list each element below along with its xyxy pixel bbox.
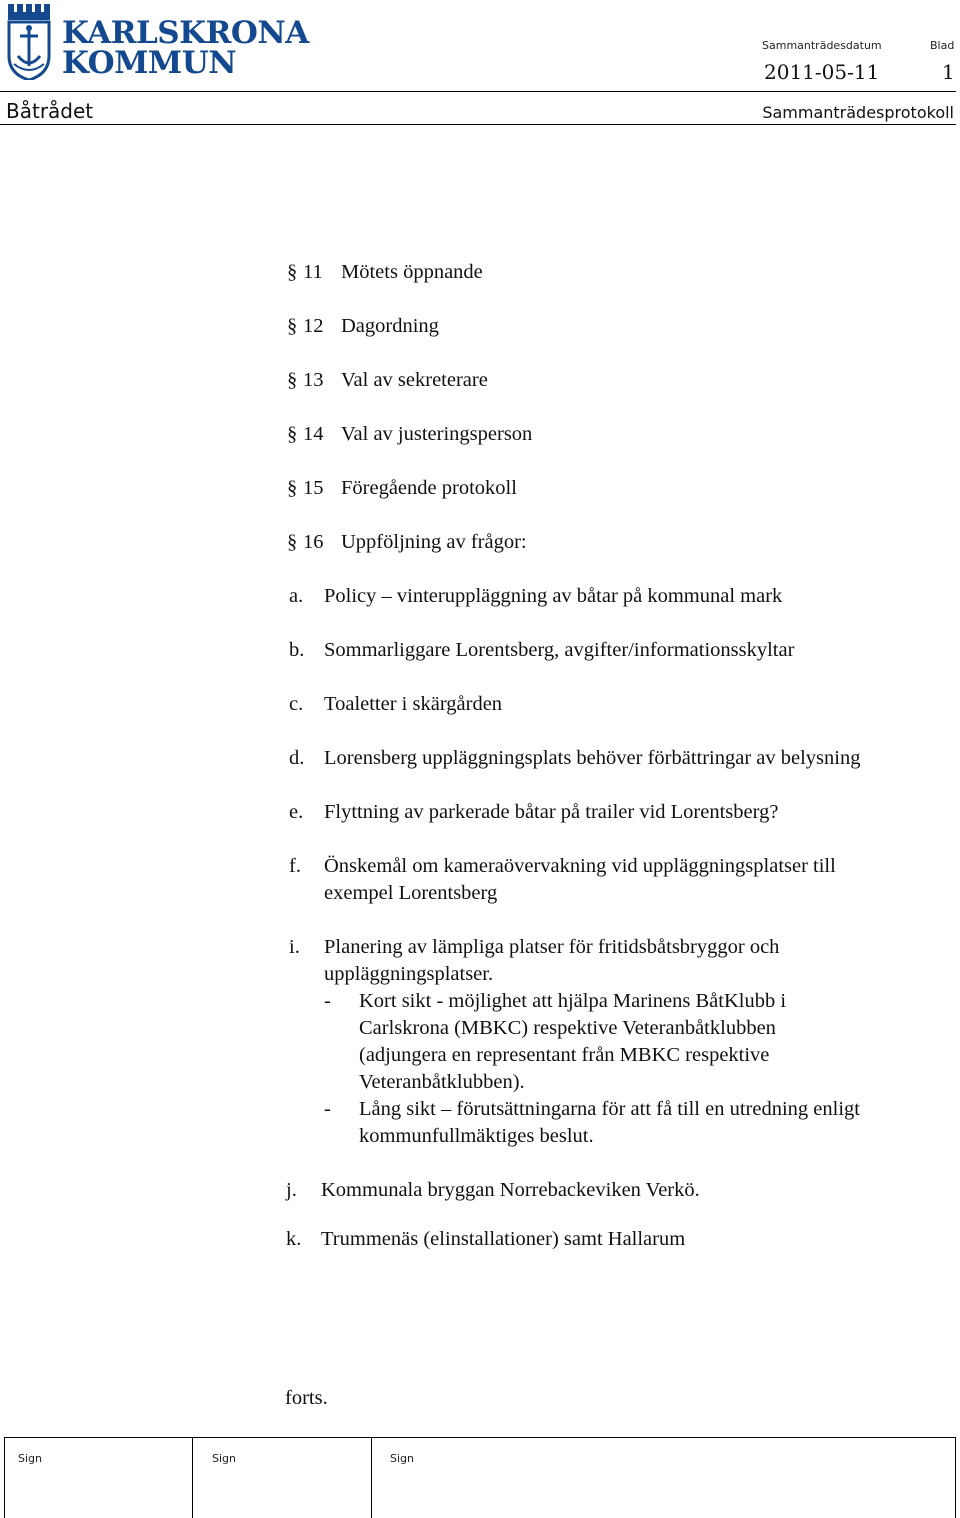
subitem-letter: d. [289,747,305,769]
agenda-section [287,529,527,556]
agenda-section [287,313,439,340]
document-type: Sammanträdesprotokoll [762,103,954,122]
subitem-text: Trummenäs (elinstallationer) samt Hallarum [321,1228,686,1250]
header-divider-bottom [0,124,956,125]
section-symbol: § [287,423,298,445]
dash-marker: - [324,1098,331,1120]
subitem-text: Önskemål om kameraövervakning vid uppläggningsplatser till [324,855,836,877]
subitem-letter: k. [286,1228,302,1250]
subitem-text: exempel Lorentsberg [324,882,498,904]
subitem-text: uppläggningsplatser. [324,963,494,985]
continued-note: forts. [285,1387,328,1409]
dash-marker: - [324,990,331,1012]
subitem-text: Sommarliggare Lorentsberg, avgifter/informationsskyltar [324,639,795,661]
subitem-letter: b. [289,639,305,661]
subitem-letter: c. [289,693,304,715]
signature-box [4,1437,956,1518]
signature-divider [192,1437,193,1518]
section-number: 16 [303,531,324,553]
agenda-section [287,475,517,502]
section-title: Föregående protokoll [341,477,517,499]
section-number: 14 [303,423,324,445]
meeting-date-label: Sammanträdesdatum [762,39,882,52]
section-number: 15 [303,477,324,499]
dash-item-text: Kort sikt - möjlighet att hjälpa Marinens BåtKlubb i [359,990,787,1012]
subitem-text: Kommunala bryggan Norrebackeviken Verkö. [321,1179,700,1201]
agenda-section [287,367,488,394]
dash-item-text: Carlskrona (MBKC) respektive Veteranbåtklubben [359,1017,776,1039]
agenda-section [287,259,483,286]
board-name: Båtrådet [6,99,94,123]
logo-text-kommun: KOMMUN [62,45,237,81]
header-divider-top [0,91,956,92]
section-symbol: § [287,477,298,499]
subitem-text: Lorensberg uppläggningsplats behöver förbättringar av belysning [324,747,861,769]
subitem-text: Policy – vinteruppläggning av båtar på kommunal mark [324,585,783,607]
page-number: 1 [942,60,955,84]
subitem-text: Toaletter i skärgården [324,693,503,715]
subitem-text: Flyttning av parkerade båtar på trailer vid Lorentsberg? [324,801,779,823]
dash-item-text: (adjungera en representant från MBKC respektive [359,1044,770,1066]
section-title: Val av justeringsperson [341,423,533,445]
subitem-letter: e. [289,801,304,823]
section-title: Uppföljning av frågor: [341,531,527,553]
subitem-letter: a. [289,585,304,607]
section-symbol: § [287,261,298,283]
section-title: Val av sekreterare [341,369,488,391]
page-label: Blad [930,39,955,52]
section-number: 11 [303,261,323,283]
coat-of-arms-icon [6,4,52,80]
section-symbol: § [287,369,298,391]
dash-item-text: Lång sikt – förutsättningarna för att få till en utredning enligt [359,1098,860,1120]
signature-divider [371,1437,372,1518]
logo-text-karlskrona: KARLSKRONA [62,15,309,51]
signature-label: Sign [390,1452,414,1465]
section-number: 13 [303,369,324,391]
subitem-text: Planering av lämpliga platser för fritidsbåtsbryggor och [324,936,780,958]
dash-item-text: Veteranbåtklubben). [359,1071,525,1093]
dash-item-text: kommunfullmäktiges beslut. [359,1125,594,1147]
section-number: 12 [303,315,324,337]
section-title: Dagordning [341,315,439,337]
subitem-letter: f. [289,855,301,877]
signature-label: Sign [18,1452,42,1465]
subitem-letter: i. [289,936,300,958]
agenda-section [287,421,532,448]
meeting-date-value: 2011-05-11 [764,60,880,84]
subitem-letter: j. [286,1179,297,1201]
signature-label: Sign [212,1452,236,1465]
section-title: Mötets öppnande [341,261,483,283]
section-symbol: § [287,315,298,337]
municipality-logo [6,4,309,82]
section-symbol: § [287,531,298,553]
